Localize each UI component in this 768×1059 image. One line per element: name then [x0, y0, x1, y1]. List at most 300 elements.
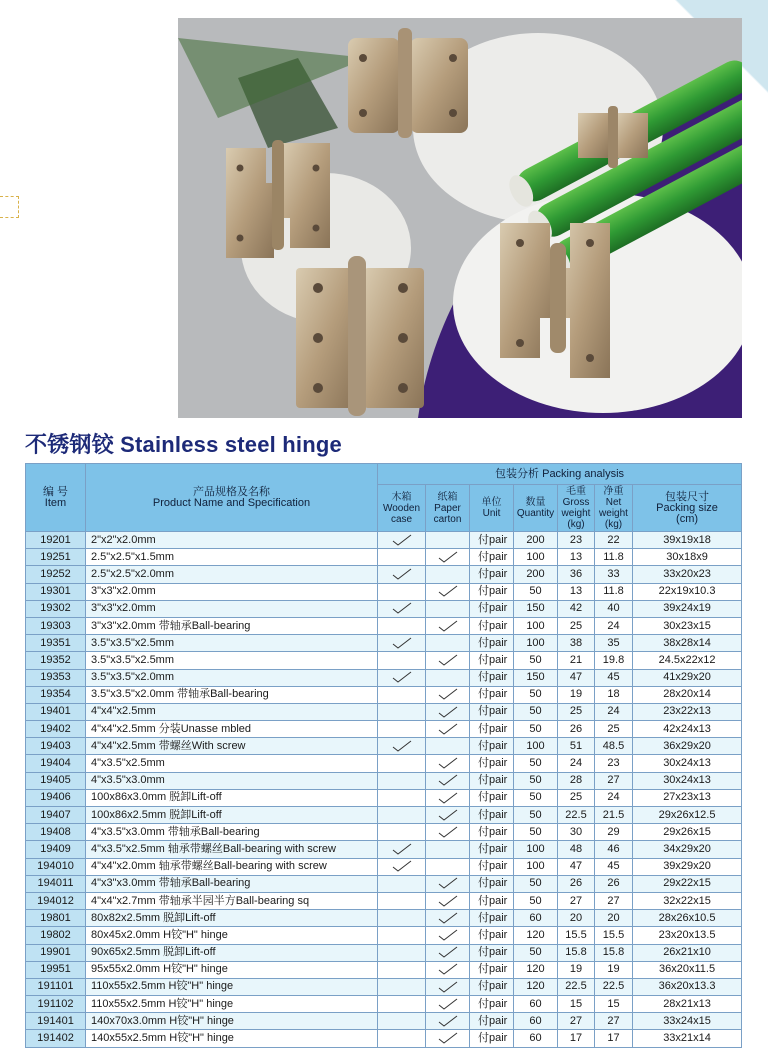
unit-cell: 付pair [470, 532, 514, 549]
gross-weight-cell: 48 [558, 841, 595, 858]
quantity-cell: 60 [514, 910, 558, 927]
table-row [26, 635, 742, 652]
header-item-zh: 编 号 [42, 485, 69, 498]
packing-size-cell: 33x24x15 [633, 1013, 742, 1030]
paper-carton-cell [426, 549, 470, 566]
spec-cell: 4"x4"x2.5mm 分装Unasse mbled [86, 721, 378, 738]
spec-cell: 2.5"x2.5"x2.0mm [86, 566, 378, 583]
checkmark-icon [438, 688, 458, 700]
unit-cell: 付pair [470, 875, 514, 892]
item-cell: 19401 [26, 703, 86, 720]
paper-carton-cell [426, 824, 470, 841]
quantity-cell: 50 [514, 807, 558, 824]
net-weight-cell: 48.5 [595, 738, 633, 755]
checkmark-icon [438, 826, 458, 838]
checkmark-icon [438, 929, 458, 941]
paper-carton-cell [426, 772, 470, 789]
quantity-cell: 100 [514, 738, 558, 755]
net-weight-cell: 40 [595, 600, 633, 617]
quantity-cell: 50 [514, 583, 558, 600]
wooden-case-cell [378, 807, 426, 824]
packing-size-cell: 39x19x18 [633, 532, 742, 549]
quantity-cell: 50 [514, 755, 558, 772]
checkmark-icon [438, 551, 458, 563]
header-spec-zh: 产品规格及名称 [193, 485, 270, 498]
unit-cell: 付pair [470, 978, 514, 995]
gross-weight-cell: 17 [558, 1030, 595, 1047]
spec-cell: 4"x4"x2.5mm [86, 703, 378, 720]
title-zh: 不锈钢铰 [25, 432, 114, 457]
table-row [26, 824, 742, 841]
paper-carton-cell [426, 600, 470, 617]
paper-carton-cell [426, 841, 470, 858]
paper-carton-cell [426, 686, 470, 703]
spec-cell: 2.5"x2.5"x1.5mm [86, 549, 378, 566]
spec-cell: 3.5"x3.5"x2.5mm [86, 652, 378, 669]
packing-size-cell: 30x24x13 [633, 755, 742, 772]
net-weight-cell: 11.8 [595, 549, 633, 566]
header-gross-en1: Gross [562, 497, 590, 508]
item-cell: 194012 [26, 892, 86, 909]
header-net-zh: 净重 [603, 486, 624, 497]
spec-cell: 4"x3.5"x2.5mm [86, 755, 378, 772]
table-row [26, 858, 742, 875]
checkmark-icon [438, 757, 458, 769]
packing-size-cell: 34x29x20 [633, 841, 742, 858]
table-row [26, 892, 742, 909]
gross-weight-cell: 26 [558, 721, 595, 738]
net-weight-cell: 21.5 [595, 807, 633, 824]
item-cell: 191102 [26, 996, 86, 1013]
unit-cell: 付pair [470, 789, 514, 806]
table-row [26, 532, 742, 549]
wooden-case-cell [378, 875, 426, 892]
unit-cell: 付pair [470, 600, 514, 617]
gross-weight-cell: 13 [558, 583, 595, 600]
item-cell: 19303 [26, 617, 86, 634]
header-spec [86, 464, 378, 532]
header-spec-en: Product Name and Specification [152, 496, 311, 509]
gross-weight-cell: 30 [558, 824, 595, 841]
unit-cell: 付pair [470, 549, 514, 566]
hinge-spec-table [25, 463, 742, 1048]
gross-weight-cell: 15 [558, 996, 595, 1013]
net-weight-cell: 17 [595, 1030, 633, 1047]
item-cell: 19403 [26, 738, 86, 755]
spec-cell: 110x55x2.5mm H铰"H" hinge [86, 978, 378, 995]
wooden-case-cell [378, 532, 426, 549]
table-row [26, 996, 742, 1013]
packing-size-cell: 27x23x13 [633, 789, 742, 806]
packing-size-cell: 26x21x10 [633, 944, 742, 961]
spec-cell: 140x55x2.5mm H铰"H" hinge [86, 1030, 378, 1047]
spec-cell: 110x55x2.5mm H铰"H" hinge [86, 996, 378, 1013]
checkmark-icon [438, 723, 458, 735]
net-weight-cell: 24 [595, 703, 633, 720]
packing-size-cell: 33x20x23 [633, 566, 742, 583]
unit-cell: 付pair [470, 703, 514, 720]
checkmark-icon [438, 980, 458, 992]
unit-cell: 付pair [470, 772, 514, 789]
wooden-case-cell [378, 824, 426, 841]
gross-weight-cell: 24 [558, 755, 595, 772]
checkmark-icon [392, 637, 412, 649]
packing-size-cell: 41x29x20 [633, 669, 742, 686]
wooden-case-cell [378, 738, 426, 755]
unit-cell: 付pair [470, 961, 514, 978]
paper-carton-cell [426, 703, 470, 720]
gross-weight-cell: 47 [558, 669, 595, 686]
item-cell: 191402 [26, 1030, 86, 1047]
spec-cell: 3.5"x3.5"x2.0mm 带轴承Ball-bearing [86, 686, 378, 703]
quantity-cell: 200 [514, 532, 558, 549]
unit-cell: 付pair [470, 841, 514, 858]
header-net-en2: weight [599, 508, 628, 519]
packing-size-cell: 29x22x15 [633, 875, 742, 892]
item-cell: 19351 [26, 635, 86, 652]
gross-weight-cell: 36 [558, 566, 595, 583]
table-row [26, 927, 742, 944]
packing-size-cell: 24.5x22x12 [633, 652, 742, 669]
table-body [26, 532, 742, 1048]
item-cell: 19802 [26, 927, 86, 944]
packing-size-cell: 36x20x13.3 [633, 978, 742, 995]
item-cell: 191101 [26, 978, 86, 995]
unit-cell: 付pair [470, 755, 514, 772]
net-weight-cell: 22.5 [595, 978, 633, 995]
net-weight-cell: 20 [595, 910, 633, 927]
wooden-case-cell [378, 686, 426, 703]
checkmark-icon [392, 568, 412, 580]
wooden-case-cell [378, 755, 426, 772]
checkmark-icon [392, 602, 412, 614]
gross-weight-cell: 28 [558, 772, 595, 789]
gross-weight-cell: 19 [558, 686, 595, 703]
unit-cell: 付pair [470, 635, 514, 652]
packing-size-cell: 39x29x20 [633, 858, 742, 875]
paper-carton-cell [426, 910, 470, 927]
table-row [26, 583, 742, 600]
quantity-cell: 200 [514, 566, 558, 583]
spec-cell: 4"x4"x2.5mm 带螺丝With screw [86, 738, 378, 755]
wooden-case-cell [378, 961, 426, 978]
wooden-case-cell [378, 1030, 426, 1047]
unit-cell: 付pair [470, 721, 514, 738]
quantity-cell: 50 [514, 892, 558, 909]
net-weight-cell: 27 [595, 772, 633, 789]
checkmark-icon [438, 705, 458, 717]
table-row [26, 703, 742, 720]
table-row [26, 1030, 742, 1047]
gross-weight-cell: 38 [558, 635, 595, 652]
table-row [26, 669, 742, 686]
checkmark-icon [392, 740, 412, 752]
paper-carton-cell [426, 961, 470, 978]
gross-weight-cell: 26 [558, 875, 595, 892]
gross-weight-cell: 47 [558, 858, 595, 875]
spec-cell: 80x82x2.5mm 脱卸Lift-off [86, 910, 378, 927]
quantity-cell: 100 [514, 617, 558, 634]
packing-size-cell: 28x20x14 [633, 686, 742, 703]
wooden-case-cell [378, 1013, 426, 1030]
paper-carton-cell [426, 566, 470, 583]
item-cell: 19201 [26, 532, 86, 549]
net-weight-cell: 15.5 [595, 927, 633, 944]
gross-weight-cell: 22.5 [558, 978, 595, 995]
spec-cell: 4"x4"x2.7mm 带轴承半园半方Ball-bearing sq [86, 892, 378, 909]
checkmark-icon [392, 671, 412, 683]
quantity-cell: 50 [514, 652, 558, 669]
header-gross [558, 485, 595, 532]
wooden-case-cell [378, 892, 426, 909]
net-weight-cell: 33 [595, 566, 633, 583]
wooden-case-cell [378, 841, 426, 858]
checkmark-icon [438, 585, 458, 597]
checkmark-icon [438, 1032, 458, 1044]
paper-carton-cell [426, 892, 470, 909]
gross-weight-cell: 21 [558, 652, 595, 669]
wooden-case-cell [378, 669, 426, 686]
net-weight-cell: 45 [595, 669, 633, 686]
unit-cell: 付pair [470, 858, 514, 875]
wooden-case-cell [378, 944, 426, 961]
header-wooden-en2: case [390, 513, 413, 525]
header-unit [470, 485, 514, 532]
gross-weight-cell: 19 [558, 961, 595, 978]
header-net [595, 485, 633, 532]
packing-size-cell: 22x19x10.3 [633, 583, 742, 600]
paper-carton-cell [426, 669, 470, 686]
table-row [26, 910, 742, 927]
net-weight-cell: 27 [595, 892, 633, 909]
spec-cell: 4"x3.5"x2.5mm 轴承带螺丝Ball-bearing with screw [86, 841, 378, 858]
packing-size-cell: 32x22x15 [633, 892, 742, 909]
header-item [26, 464, 86, 532]
spec-cell: 140x70x3.0mm H铰"H" hinge [86, 1013, 378, 1030]
table-row [26, 772, 742, 789]
header-gross-zh: 毛重 [566, 486, 586, 497]
spec-cell: 3"x3"x2.0mm [86, 583, 378, 600]
unit-cell: 付pair [470, 669, 514, 686]
item-cell: 19302 [26, 600, 86, 617]
spec-cell: 3.5"x3.5"x2.0mm [86, 669, 378, 686]
checkmark-icon [438, 877, 458, 889]
spec-cell: 3.5"x3.5"x2.5mm [86, 635, 378, 652]
packing-size-cell: 30x24x13 [633, 772, 742, 789]
packing-size-cell: 30x23x15 [633, 617, 742, 634]
quantity-cell: 120 [514, 927, 558, 944]
unit-cell: 付pair [470, 583, 514, 600]
quantity-cell: 100 [514, 549, 558, 566]
wooden-case-cell [378, 910, 426, 927]
item-cell: 19251 [26, 549, 86, 566]
checkmark-icon [438, 946, 458, 958]
net-weight-cell: 46 [595, 841, 633, 858]
table-row [26, 566, 742, 583]
packing-size-cell: 39x24x19 [633, 600, 742, 617]
packing-size-cell: 30x18x9 [633, 549, 742, 566]
item-cell: 19901 [26, 944, 86, 961]
header-paper-en2: carton [433, 513, 462, 525]
gross-weight-cell: 22.5 [558, 807, 595, 824]
quantity-cell: 150 [514, 600, 558, 617]
unit-cell: 付pair [470, 892, 514, 909]
product-photo [178, 18, 742, 418]
net-weight-cell: 24 [595, 789, 633, 806]
table-row [26, 686, 742, 703]
gross-weight-cell: 25 [558, 789, 595, 806]
item-cell: 19801 [26, 910, 86, 927]
wooden-case-cell [378, 927, 426, 944]
unit-cell: 付pair [470, 807, 514, 824]
item-cell: 19406 [26, 789, 86, 806]
quantity-cell: 100 [514, 858, 558, 875]
net-weight-cell: 11.8 [595, 583, 633, 600]
packing-size-cell: 29x26x12.5 [633, 807, 742, 824]
header-net-unit: (kg) [604, 519, 623, 530]
unit-cell: 付pair [470, 566, 514, 583]
packing-size-cell: 23x20x13.5 [633, 927, 742, 944]
wooden-case-cell [378, 635, 426, 652]
wooden-case-cell [378, 600, 426, 617]
gross-weight-cell: 15.5 [558, 927, 595, 944]
spec-cell: 4"x3"x3.0mm 带轴承Ball-bearing [86, 875, 378, 892]
header-size-zh: 包装尺寸 [665, 490, 710, 503]
checkmark-icon [438, 791, 458, 803]
paper-carton-cell [426, 532, 470, 549]
table-row [26, 807, 742, 824]
unit-cell: 付pair [470, 927, 514, 944]
item-cell: 19353 [26, 669, 86, 686]
packing-size-cell: 38x28x14 [633, 635, 742, 652]
packing-size-cell: 36x29x20 [633, 738, 742, 755]
header-paper-en1: Paper [434, 502, 461, 514]
gross-weight-cell: 27 [558, 1013, 595, 1030]
packing-size-cell: 36x20x11.5 [633, 961, 742, 978]
quantity-cell: 120 [514, 978, 558, 995]
spec-cell: 2"x2"x2.0mm [86, 532, 378, 549]
header-wooden [378, 485, 426, 532]
net-weight-cell: 23 [595, 755, 633, 772]
checkmark-icon [438, 895, 458, 907]
quantity-cell: 50 [514, 875, 558, 892]
wooden-case-cell [378, 652, 426, 669]
spec-cell: 3"x3"x2.0mm [86, 600, 378, 617]
quantity-cell: 50 [514, 686, 558, 703]
table-row [26, 617, 742, 634]
checkmark-icon [392, 860, 412, 872]
checkmark-icon [438, 1015, 458, 1027]
paper-carton-cell [426, 978, 470, 995]
spec-cell: 95x55x2.0mm H铰"H" hinge [86, 961, 378, 978]
quantity-cell: 50 [514, 789, 558, 806]
quantity-cell: 50 [514, 944, 558, 961]
packing-size-cell: 33x21x14 [633, 1030, 742, 1047]
item-cell: 19951 [26, 961, 86, 978]
item-cell: 19407 [26, 807, 86, 824]
wooden-case-cell [378, 703, 426, 720]
net-weight-cell: 29 [595, 824, 633, 841]
net-weight-cell: 25 [595, 721, 633, 738]
table-row [26, 978, 742, 995]
table-row [26, 738, 742, 755]
paper-carton-cell [426, 789, 470, 806]
item-cell: 194010 [26, 858, 86, 875]
quantity-cell: 60 [514, 1030, 558, 1047]
net-weight-cell: 19 [595, 961, 633, 978]
table-row [26, 721, 742, 738]
spec-cell: 80x45x2.0mm H铰"H" hinge [86, 927, 378, 944]
net-weight-cell: 22 [595, 532, 633, 549]
table-row [26, 944, 742, 961]
net-weight-cell: 19.8 [595, 652, 633, 669]
header-wooden-zh: 木箱 [391, 491, 412, 503]
quantity-cell: 50 [514, 772, 558, 789]
spec-cell: 90x65x2.5mm 脱卸Lift-off [86, 944, 378, 961]
table-row [26, 549, 742, 566]
wooden-case-cell [378, 583, 426, 600]
item-cell: 19405 [26, 772, 86, 789]
unit-cell: 付pair [470, 996, 514, 1013]
spec-cell: 4"x4"x2.0mm 轴承带螺丝Ball-bearing with screw [86, 858, 378, 875]
packing-size-cell: 29x26x15 [633, 824, 742, 841]
paper-carton-cell [426, 617, 470, 634]
quantity-cell: 60 [514, 1013, 558, 1030]
item-cell: 19354 [26, 686, 86, 703]
checkmark-icon [392, 843, 412, 855]
net-weight-cell: 15.8 [595, 944, 633, 961]
paper-carton-cell [426, 652, 470, 669]
gross-weight-cell: 27 [558, 892, 595, 909]
checkmark-icon [438, 912, 458, 924]
packing-size-cell: 42x24x13 [633, 721, 742, 738]
wooden-case-cell [378, 996, 426, 1013]
wooden-case-cell [378, 549, 426, 566]
wooden-case-cell [378, 617, 426, 634]
header-packing: 包装分析 Packing analysis [378, 464, 742, 485]
unit-cell: 付pair [470, 617, 514, 634]
gross-weight-cell: 23 [558, 532, 595, 549]
unit-cell: 付pair [470, 1013, 514, 1030]
checkmark-icon [438, 620, 458, 632]
crop-mark [0, 196, 19, 218]
net-weight-cell: 27 [595, 1013, 633, 1030]
header-size-unit: (cm) [676, 512, 699, 525]
spec-cell: 100x86x2.5mm 脱卸Lift-off [86, 807, 378, 824]
checkmark-icon [438, 963, 458, 975]
item-cell: 19301 [26, 583, 86, 600]
unit-cell: 付pair [470, 1030, 514, 1047]
quantity-cell: 50 [514, 721, 558, 738]
table-row [26, 961, 742, 978]
item-cell: 19408 [26, 824, 86, 841]
unit-cell: 付pair [470, 910, 514, 927]
table-header [26, 464, 742, 532]
table-row [26, 652, 742, 669]
quantity-cell: 50 [514, 824, 558, 841]
hinge-table-container [25, 463, 741, 1048]
paper-carton-cell [426, 635, 470, 652]
paper-carton-cell [426, 944, 470, 961]
item-cell: 191401 [26, 1013, 86, 1030]
gross-weight-cell: 15.8 [558, 944, 595, 961]
paper-carton-cell [426, 721, 470, 738]
gross-weight-cell: 13 [558, 549, 595, 566]
net-weight-cell: 15 [595, 996, 633, 1013]
header-size [633, 485, 742, 532]
header-unit-en: Unit [482, 508, 501, 519]
paper-carton-cell [426, 858, 470, 875]
